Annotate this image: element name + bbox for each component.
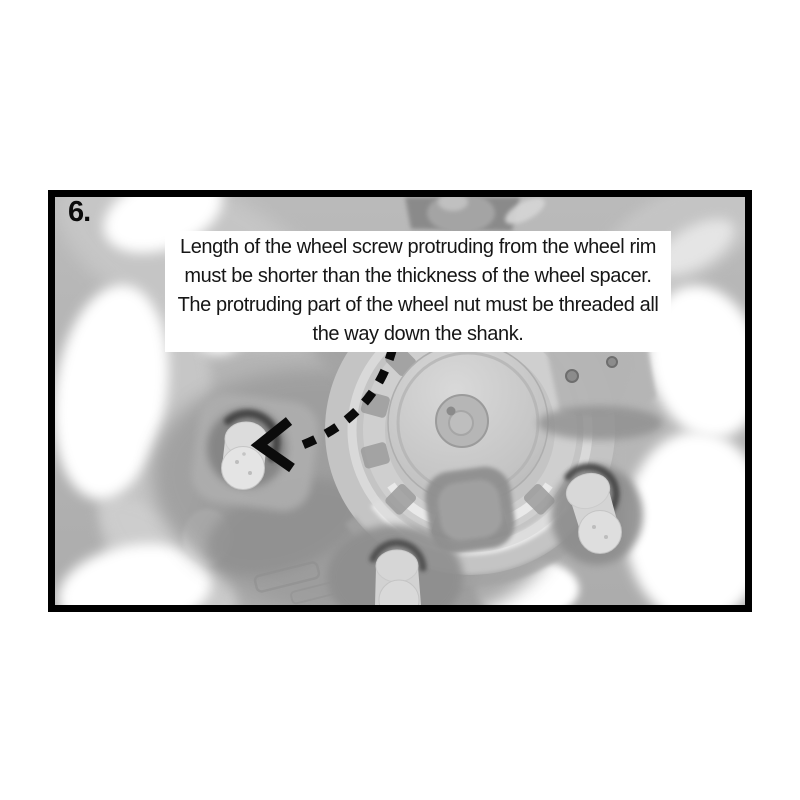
step-number: 6. — [68, 196, 91, 228]
caption-line: Length of the wheel screw protruding from the wheel rim — [179, 236, 657, 258]
caption-line: The protruding part of the wheel nut must be threaded all — [177, 294, 659, 316]
caption-line: must be shorter than the thickness of the wheel spacer. — [184, 265, 652, 287]
wheel-bolt-right — [551, 465, 643, 565]
caption-box — [165, 231, 671, 352]
caption-line: the way down the shank. — [312, 323, 524, 345]
figure-frame — [48, 190, 752, 612]
hub-center-cap — [436, 395, 488, 447]
